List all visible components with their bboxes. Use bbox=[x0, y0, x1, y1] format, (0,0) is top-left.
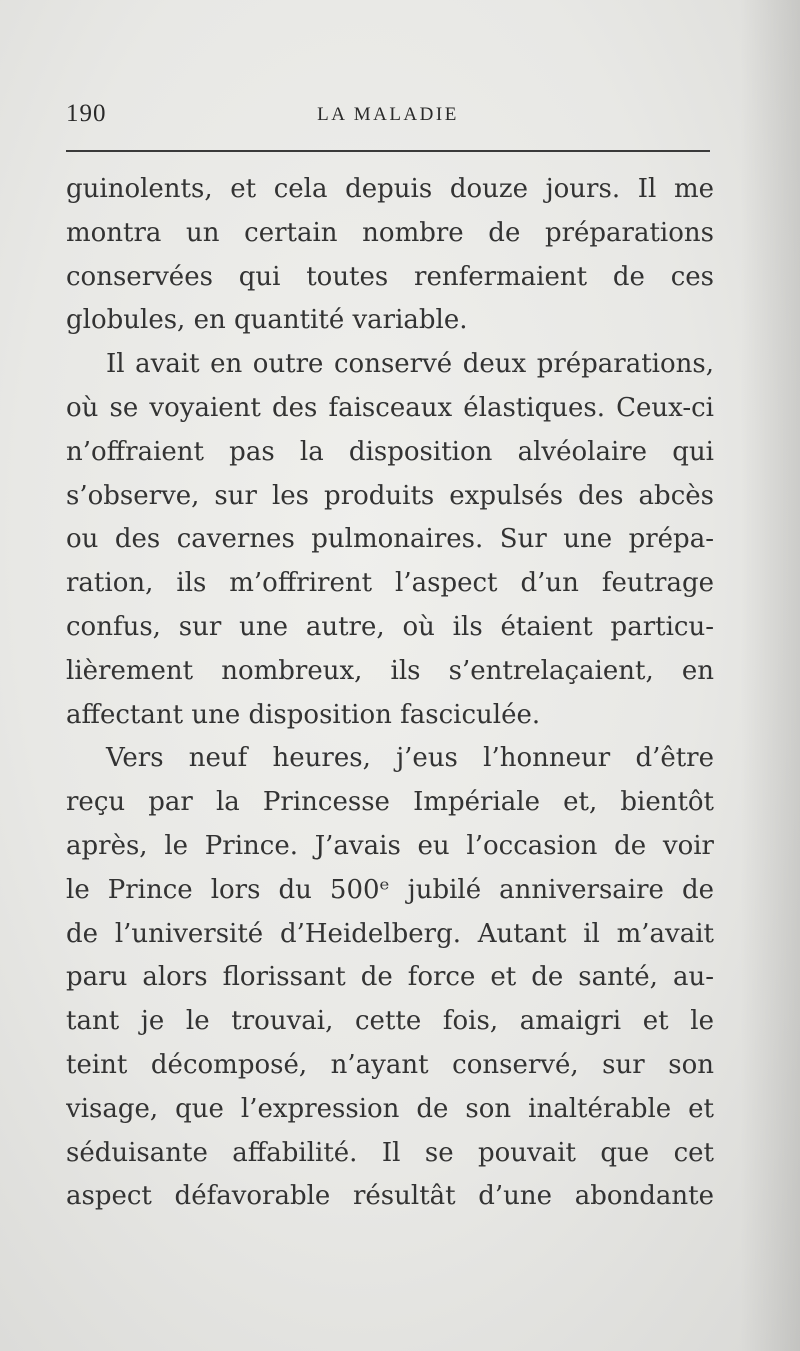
page-number: 190 bbox=[66, 100, 107, 127]
text-line: tant je le trouvai, cette fois, amaigri et le bbox=[66, 1006, 714, 1037]
text-line: conservées qui toutes renfermaient de ces bbox=[66, 261, 714, 292]
text-line: globules, en quantité variable. bbox=[66, 305, 468, 336]
text-line: s’observe, sur les produits expulsés des abcès bbox=[66, 480, 714, 511]
text-line: ou des cavernes pulmonaires. Sur une prépa- bbox=[66, 524, 714, 555]
running-head: LA MALADIE bbox=[317, 104, 459, 125]
page-header bbox=[66, 100, 710, 136]
text-line: visage, que l’expression de son inaltérable et bbox=[66, 1093, 714, 1124]
text-line: séduisante affabilité. Il se pouvait que cet bbox=[66, 1137, 714, 1168]
text-line: où se voyaient des faisceaux élastiques. Ceux-ci bbox=[66, 392, 714, 423]
text-line: ration, ils m’offrirent l’aspect d’un feutrage bbox=[66, 568, 714, 599]
text-line: guinolents, et cela depuis douze jours. Il me bbox=[66, 174, 714, 204]
text-line: n’offraient pas la disposition alvéolaire qui bbox=[66, 436, 714, 467]
text-line: confus, sur une autre, où ils étaient particu- bbox=[66, 611, 714, 642]
text-line: reçu par la Princesse Impériale et, bientôt bbox=[66, 787, 714, 818]
text-line: de l’université d’Heidelberg. Autant il m’avait bbox=[66, 918, 714, 949]
text-line: après, le Prince. J’avais eu l’occasion de voir bbox=[66, 830, 714, 861]
text-line: Il avait en outre conservé deux préparations, bbox=[106, 349, 714, 380]
text-line: montra un certain nombre de préparations bbox=[66, 217, 714, 248]
text-line: le Prince lors du 500ᵉ jubilé anniversaire de bbox=[66, 874, 714, 905]
text-line: lièrement nombreux, ils s’entrelaçaient, en bbox=[66, 655, 714, 686]
header-rule bbox=[66, 150, 710, 152]
text-line: teint décomposé, n’ayant conservé, sur son bbox=[66, 1049, 714, 1080]
text-line: affectant une disposition fasciculée. bbox=[66, 699, 541, 730]
text-line: aspect défavorable résultât d’une abondante bbox=[66, 1181, 714, 1212]
body-text bbox=[66, 168, 714, 1219]
text-line: Vers neuf heures, j’eus l’honneur d’être bbox=[106, 743, 714, 774]
text-line: paru alors florissant de force et de santé, au- bbox=[66, 962, 714, 993]
page-edge-shadow bbox=[740, 0, 800, 1351]
